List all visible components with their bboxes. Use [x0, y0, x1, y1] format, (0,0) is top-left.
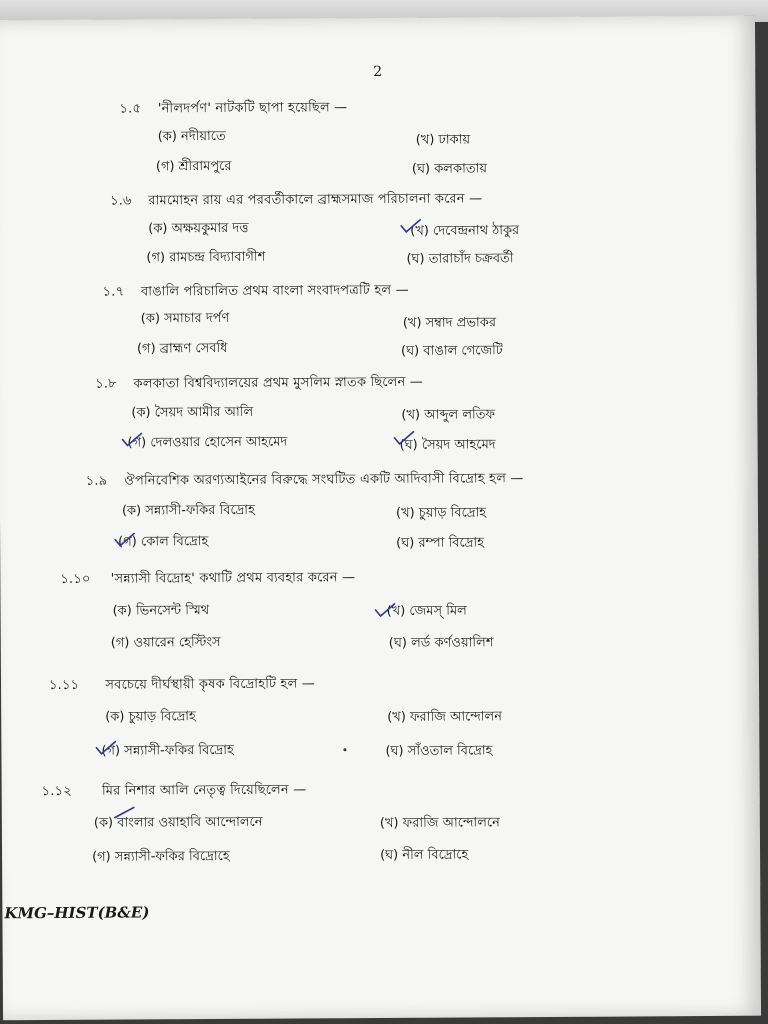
option-d: (ঘ) রম্পা বিদ্রোহ: [396, 535, 485, 551]
option-d: (ঘ) কলকাতায়: [411, 161, 488, 177]
question-1-8: [95, 373, 423, 396]
option-c: (গ) কোল বিদ্রোহ: [118, 534, 209, 550]
paper-code: KMG–HIST(B&E): [4, 903, 150, 923]
question-1-7: [103, 281, 409, 304]
question-1-5: [119, 98, 347, 120]
option-a: (ক) নদীয়াতে: [157, 128, 226, 145]
question-1-11: [49, 674, 315, 697]
option-a: (ক) সন্ন্যাসী-ফকির বিদ্রোহ: [121, 502, 255, 519]
option-c: (গ) সন্ন্যাসী-ফকির বিদ্রোহ: [101, 742, 234, 759]
question-1-12: [42, 780, 307, 803]
option-c: (গ) শ্রীরামপুরে: [155, 158, 232, 175]
question-text: 'নীলদর্পণ' নাটকটি ছাপা হয়েছিল —: [157, 100, 348, 117]
option-d: (ঘ) সৈয়দ আহমেদ: [399, 437, 496, 453]
question-number: ১.৭: [102, 284, 125, 300]
option-b: (খ) চুয়াড় বিদ্রোহ: [395, 505, 487, 521]
option-c: (গ) সন্ন্যাসী-ফকির বিদ্রোহে: [92, 848, 230, 865]
option-b: (খ) ঢাকায়: [415, 132, 471, 148]
option-b: (খ) ফরাজি আন্দোলন: [387, 709, 503, 725]
option-c: (গ) দেলওয়ার হোসেন আহমেদ: [127, 434, 288, 451]
ink-dot: [343, 748, 346, 751]
question-number: ১.১১: [48, 677, 80, 694]
exam-page: [0, 16, 761, 1021]
option-b: (খ) দেবেন্দ্রনাথ ঠাকুর: [410, 223, 520, 239]
question-1-6: [110, 189, 482, 212]
option-d: (ঘ) বাঙাল গেজেটি: [400, 343, 503, 359]
question-text: কলকাতা বিশ্ববিদ্যালয়ের প্রথম মুসলিম স্নাতক ছিলেন —: [133, 374, 424, 392]
question-number: ১.৮: [95, 376, 117, 392]
question-1-9: [86, 469, 524, 493]
option-a: (ক) বাংলার ওয়াহাবি আন্দোলনে: [93, 814, 263, 831]
question-text: মির নিশার আলি নেতৃত্ব দিয়েছিলেন —: [101, 782, 307, 799]
question-number: ১.৯: [85, 473, 108, 489]
option-b: (খ) ফরাজি আন্দোলনে: [379, 815, 500, 832]
option-b: (খ) জেমস্ মিল: [386, 603, 467, 619]
option-a: (ক) অক্ষয়কুমার দত্ত: [148, 220, 249, 237]
option-c: (গ) ব্রাহ্মণ সেবধি: [136, 340, 228, 357]
option-b: (খ) সম্বাদ প্রভাকর: [402, 315, 497, 331]
option-d: (ঘ) লর্ড কর্ণওয়ালিশ: [388, 635, 494, 651]
option-d: (ঘ) নীল বিদ্রোহে: [380, 847, 469, 863]
question-text: রামমোহন রায় এর পরবর্তীকালে ব্রাহ্মসমাজ পরিচালনা করেন —: [148, 191, 483, 209]
page-number: 2: [373, 63, 383, 81]
question-text: 'সন্ন্যাসী বিদ্রোহ' কথাটি প্রথম ব্যবহার করেন —: [110, 570, 356, 587]
option-c: (গ) ওয়ারেন হেস্টিংস: [110, 634, 221, 651]
option-c: (গ) রামচন্দ্র বিদ্যাবাগীশ: [146, 249, 266, 266]
question-number: ১.৫: [119, 101, 142, 117]
option-d: (ঘ) সাঁওতাল বিদ্রোহ: [385, 743, 493, 759]
option-d: (ঘ) তারাচাঁদ চক্রবর্তী: [406, 251, 514, 267]
question-number: ১.১০: [60, 571, 91, 587]
question-text: বাঙালি পরিচালিত প্রথম বাংলা সংবাদপত্রটি হল —: [140, 282, 409, 300]
question-1-10: [60, 568, 355, 591]
option-b: (খ) আব্দুল লতিফ: [401, 407, 496, 423]
option-a: (ক) ভিনসেন্ট স্মিথ: [112, 603, 210, 619]
question-text: সবচেয়ে দীর্ঘস্থায়ী কৃষক বিদ্রোহটি হল —: [105, 676, 316, 693]
option-a: (ক) সৈয়দ আমীর আলি: [131, 404, 254, 421]
question-number: ১.৬: [110, 193, 132, 209]
question-text: ঔপনিবেশিক অরণ্যআইনের বিরুদ্ধে সংঘটিত একটি আদিবাসী বিদ্রোহ হল —: [124, 471, 524, 489]
question-number: ১.১২: [41, 783, 72, 800]
option-a: (ক) সমাচার দর্পণ: [140, 310, 230, 327]
option-a: (ক) চুয়াড় বিদ্রোহ: [105, 709, 196, 725]
